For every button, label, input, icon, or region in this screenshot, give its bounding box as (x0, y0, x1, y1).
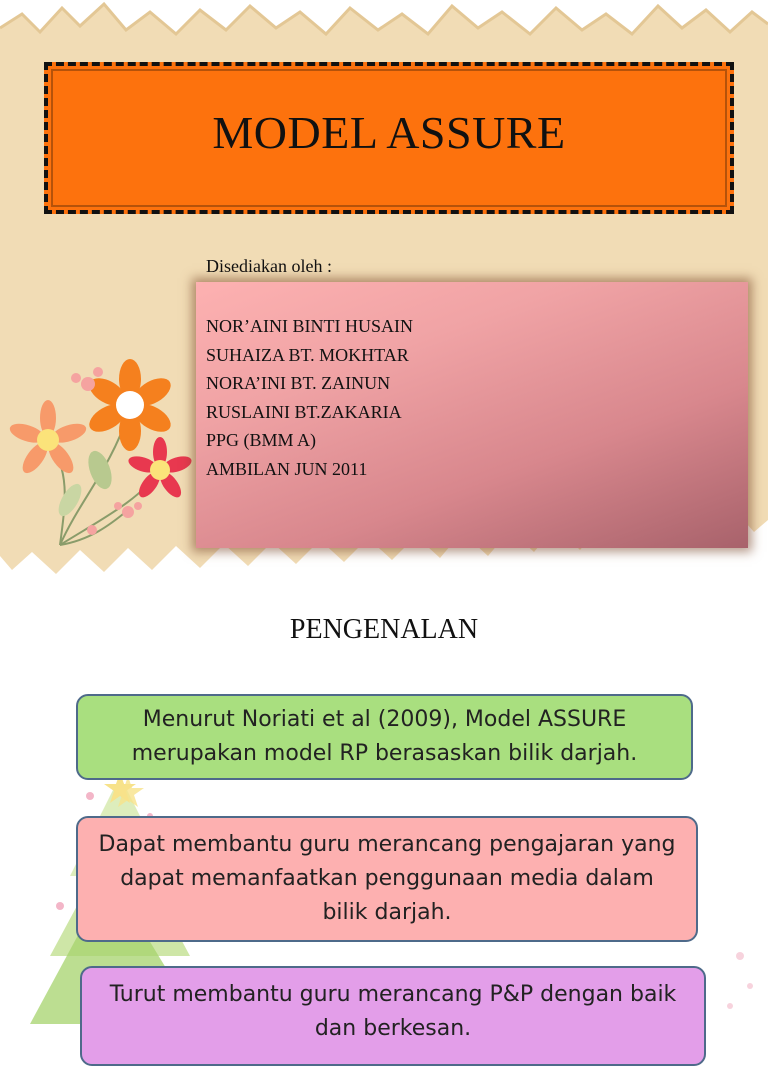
prepared-by-label: Disediakan oleh : (206, 256, 332, 276)
author-line: RUSLAINI BT.ZAKARIA (206, 401, 402, 422)
program-line: PPG (BMM A) (206, 430, 317, 450)
intro-card-1: Menurut Noriati et al (2009), Model ASSURE merupakan model RP berasaskan bilik darjah. (76, 694, 693, 780)
section-heading: PENGENALAN (289, 614, 479, 645)
intake-line: AMBILAN JUN 2011 (206, 458, 368, 479)
title-box (44, 62, 734, 214)
slide-title: MODEL ASSURE (212, 106, 566, 158)
intro-card-3: Turut membantu guru merancang P&P dengan baik dan berkesan. (80, 966, 706, 1066)
author-line: NORA’INI BT. ZAINUN (206, 373, 391, 393)
intro-card-2: Dapat membantu guru merancang pengajaran yang dapat memanfaatkan penggunaan media dalam bilik darjah. (76, 816, 698, 942)
author-line: NOR’AINI BINTI HUSAIN (206, 316, 413, 336)
author-line: SUHAIZA BT. MOKHTAR (206, 344, 409, 365)
introduction-slide (0, 576, 768, 1041)
authors-list (206, 312, 413, 483)
